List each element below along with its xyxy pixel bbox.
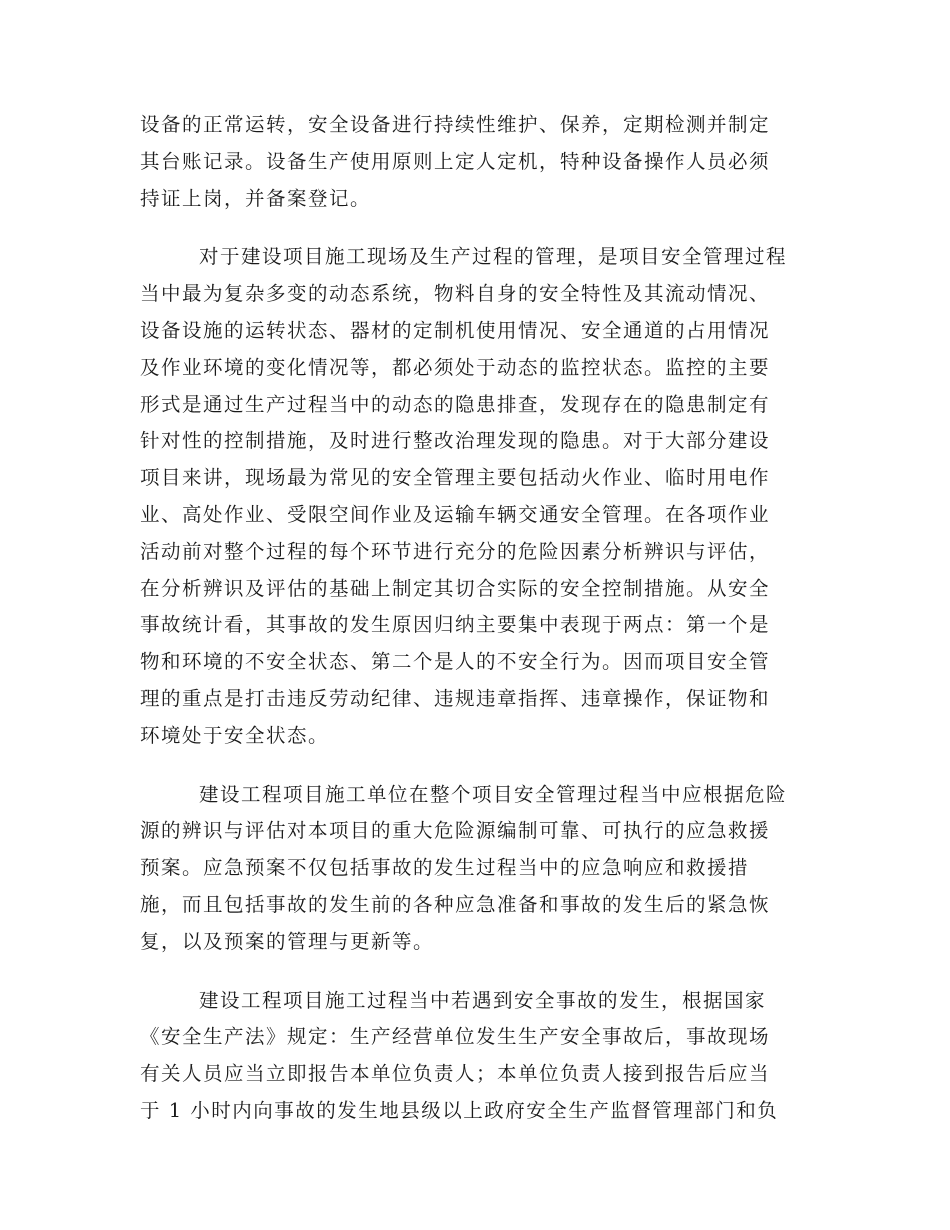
text-line: 当中最为复杂多变的动态系统，物料自身的安全特性及其流动情况、 xyxy=(140,282,771,306)
text-line: 源的辨识与评估对本项目的重大危险源编制可靠、可执行的应急救援 xyxy=(140,819,771,843)
text-line: 业、高处作业、受限空间作业及运输车辆交通安全管理。在各项作业 xyxy=(140,502,771,526)
text-line: 建设工程项目施工单位在整个项目安全管理过程当中应根据危险 xyxy=(199,782,788,806)
text-line: 事故统计看，其事故的发生原因归纳主要集中表现于两点：第一个是 xyxy=(140,613,771,637)
text-line: 于 1 小时内向事故的发生地县级以上政府安全生产监督管理部门和负 xyxy=(140,1098,779,1122)
paragraph-accident-reporting xyxy=(140,983,810,1130)
text-line: 项目来讲，现场最为常见的安全管理主要包括动火作业、临时用电作 xyxy=(140,466,771,490)
text-line: 设备设施的运转状态、器材的定制机使用情况、安全通道的占用情况 xyxy=(140,318,771,342)
text-line: 及作业环境的变化情况等，都必须处于动态的监控状态。监控的主要 xyxy=(140,355,771,379)
text-line: 活动前对整个过程的每个环节进行充分的危险因素分析辨识与评估， xyxy=(140,539,771,563)
paragraph-site-management xyxy=(140,239,810,754)
text-line: 其台账记录。设备生产使用原则上定人定机，特种设备操作人员必须 xyxy=(140,149,771,173)
text-line: 形式是通过生产过程当中的动态的隐患排查，发现存在的隐患制定有 xyxy=(140,392,771,416)
text-line: 有关人员应当立即报告本单位负责人；本单位负责人接到报告后应当 xyxy=(140,1062,771,1086)
text-line: 设备的正常运转，安全设备进行持续性维护、保养，定期检测并制定 xyxy=(140,113,771,136)
text-line: 复，以及预案的管理与更新等。 xyxy=(140,929,435,953)
text-line: 预案。应急预案不仅包括事故的发生过程当中的应急响应和救援措 xyxy=(140,856,750,880)
text-line: 针对性的控制措施，及时进行整改治理发现的隐患。对于大部分建设 xyxy=(140,429,771,453)
document-body xyxy=(140,107,810,1152)
text-line: 物和环境的不安全状态、第二个是人的不安全行为。因而项目安全管 xyxy=(140,650,771,674)
text-line: 持证上岗，并备案登记。 xyxy=(140,186,372,210)
text-line: 《安全生产法》规定：生产经营单位发生生产安全事故后，事故现场 xyxy=(140,1025,771,1049)
paragraph-equipment-maintenance xyxy=(140,107,810,217)
text-line: 在分析辨识及评估的基础上制定其切合实际的安全控制措施。从安全 xyxy=(140,576,771,600)
text-line: 环境处于安全状态。 xyxy=(140,723,330,747)
text-line: 对于建设项目施工现场及生产过程的管理，是项目安全管理过程 xyxy=(199,245,788,269)
paragraph-emergency-plan xyxy=(140,777,810,961)
text-line: 施，而且包括事故的发生前的各种应急准备和事故的发生后的紧急恢 xyxy=(140,892,771,916)
text-line: 理的重点是打击违反劳动纪律、违规违章指挥、违章操作，保证物和 xyxy=(140,686,771,710)
text-line: 建设工程项目施工过程当中若遇到安全事故的发生，根据国家 xyxy=(199,988,767,1012)
